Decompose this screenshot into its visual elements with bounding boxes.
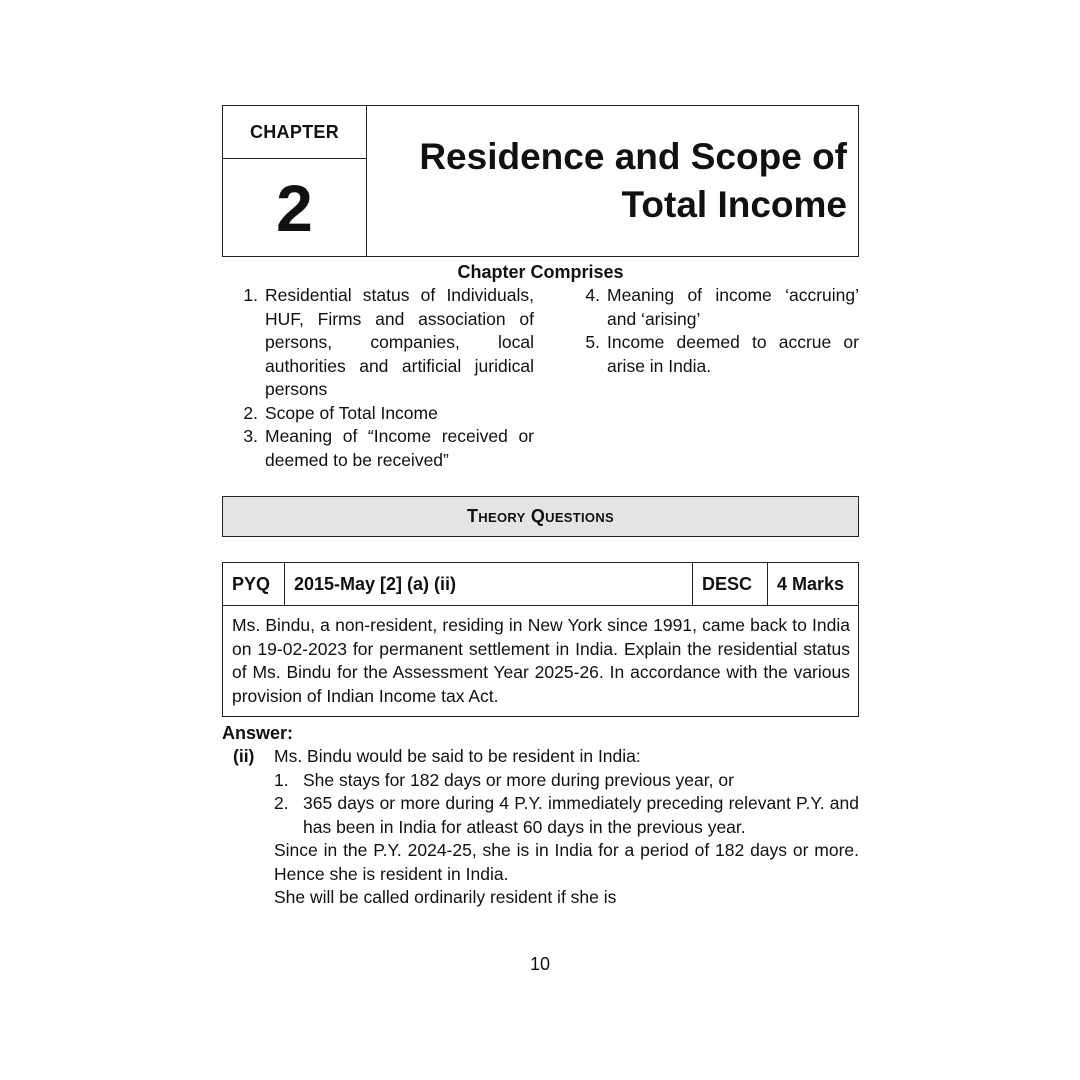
chapter-header — [222, 105, 859, 257]
question-reference: 2015-May [2] (a) (ii) — [285, 563, 693, 605]
chapter-number: 2 — [276, 170, 313, 245]
chapter-label: CHAPTER — [223, 106, 366, 159]
list-item — [222, 425, 534, 472]
document-page — [222, 105, 859, 910]
list-item — [222, 284, 534, 402]
comprises-right-column — [564, 284, 859, 472]
chapter-number-panel — [223, 106, 367, 256]
answer-conclusion: Since in the P.Y. 2024-25, she is in India for a period of 182 days or more. Hence she is resident in India. — [274, 840, 859, 884]
list-item-text: Meaning of “Income received or deemed to be received” — [265, 426, 534, 470]
list-item-text: Meaning of income ‘accruing’ and ‘arising’ — [607, 285, 859, 329]
list-item-number: 4. — [585, 285, 600, 305]
answer-part — [222, 745, 859, 910]
answer-intro: Ms. Bindu would be said to be resident in India: — [274, 746, 641, 766]
chapter-title-line-2: Total Income — [621, 184, 847, 225]
question-marks: 4 Marks — [777, 573, 845, 594]
answer-body — [222, 745, 859, 910]
theory-questions-banner: Theory Questions — [222, 496, 859, 537]
answer-part-body — [274, 745, 859, 910]
list-item-number: 1. — [274, 769, 289, 790]
list-item-number: 1. — [243, 285, 258, 305]
list-item-text: Residential status of Individuals, HUF, Firms and association of persons, companies, local authorities and artificial juridical persons — [265, 285, 534, 399]
list-item — [274, 769, 859, 793]
chapter-title — [367, 106, 858, 256]
question-tag: PYQ — [223, 563, 285, 605]
list-item-text: She stays for 182 days or more during previous year, or — [303, 769, 734, 790]
list-item — [564, 284, 859, 331]
page-number: 10 — [529, 954, 551, 974]
question-type: DESC — [693, 563, 768, 605]
question-box — [222, 562, 859, 717]
list-item — [564, 331, 859, 378]
list-item-text: Income deemed to accrue or arise in India. — [607, 332, 859, 376]
list-item-number: 2. — [243, 402, 258, 423]
comprises-left-column — [222, 284, 534, 472]
answer-conditions — [274, 769, 859, 840]
comprises-heading: Chapter Comprises — [457, 262, 624, 282]
list-item — [222, 402, 534, 426]
answer-part-number: (ii) — [233, 746, 255, 766]
list-item-number: 2. — [274, 793, 289, 813]
list-item — [274, 792, 859, 839]
comprises-list — [222, 284, 859, 472]
question-text: Ms. Bindu, a non-resident, residing in New York since 1991, came back to India on 19-02-2023 for permanent settlement in India. Explain the residential status of Ms. Bindu for the Assessment Year 2025-26. In accordance with the various provision of Indian Income tax Act. — [232, 615, 850, 706]
question-meta-row — [223, 563, 858, 606]
list-item-text: 365 days or more during 4 P.Y. immediately preceding relevant P.Y. and has been in India for atleast 60 days in the previous year. — [303, 793, 859, 837]
list-item-number: 3. — [243, 426, 258, 446]
list-item-number: 5. — [585, 332, 600, 352]
chapter-title-line-1: Residence and Scope of — [419, 136, 847, 177]
list-item-text: Scope of Total Income — [265, 402, 438, 423]
answer-label: Answer: — [222, 723, 294, 743]
answer-followup: She will be called ordinarily resident if she is — [274, 887, 617, 907]
